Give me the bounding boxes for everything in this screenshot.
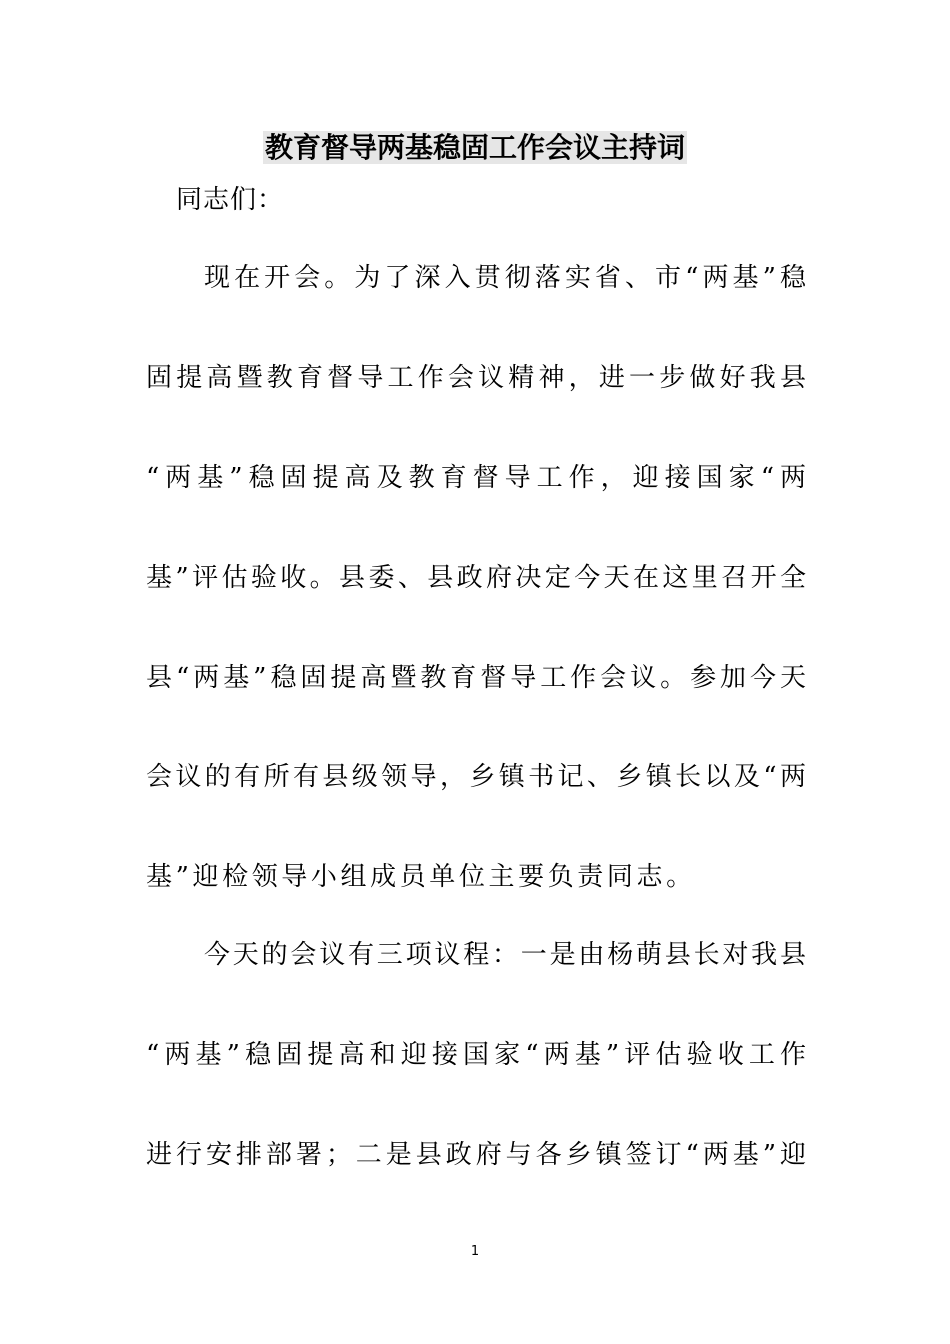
paragraph-line: 今天的会议有三项议程：一是由杨萌县长对我县 xyxy=(204,940,806,970)
paragraph-line: 现在开会。为了深入贯彻落实省、市“两基”稳 xyxy=(204,263,806,293)
paragraph-line: 进行安排部署；二是县政府与各乡镇签订“两基”迎 xyxy=(146,1140,806,1170)
paragraph-line: 会议的有所有县级领导，乡镇书记、乡镇长以及“两 xyxy=(146,762,806,792)
page-number: 1 xyxy=(470,1244,480,1259)
paragraph-line: 固提高暨教育督导工作会议精神，进一步做好我县 xyxy=(146,363,806,393)
salutation: 同志们： xyxy=(176,185,285,215)
document-title-text: 教育督导两基稳固工作会议主持词 xyxy=(264,131,685,164)
paragraph-line: 基”迎检领导小组成员单位主要负责同志。 xyxy=(146,862,696,892)
document-title xyxy=(0,128,950,168)
paragraph-line: 基”评估验收。县委、县政府决定今天在这里召开全 xyxy=(146,563,806,593)
paragraph-line: “两基”稳固提高和迎接国家“两基”评估验收工作 xyxy=(146,1040,806,1070)
paragraph-line: 县“两基”稳固提高暨教育督导工作会议。参加今天 xyxy=(146,663,806,693)
paragraph-line: “两基”稳固提高及教育督导工作，迎接国家“两 xyxy=(146,463,806,493)
